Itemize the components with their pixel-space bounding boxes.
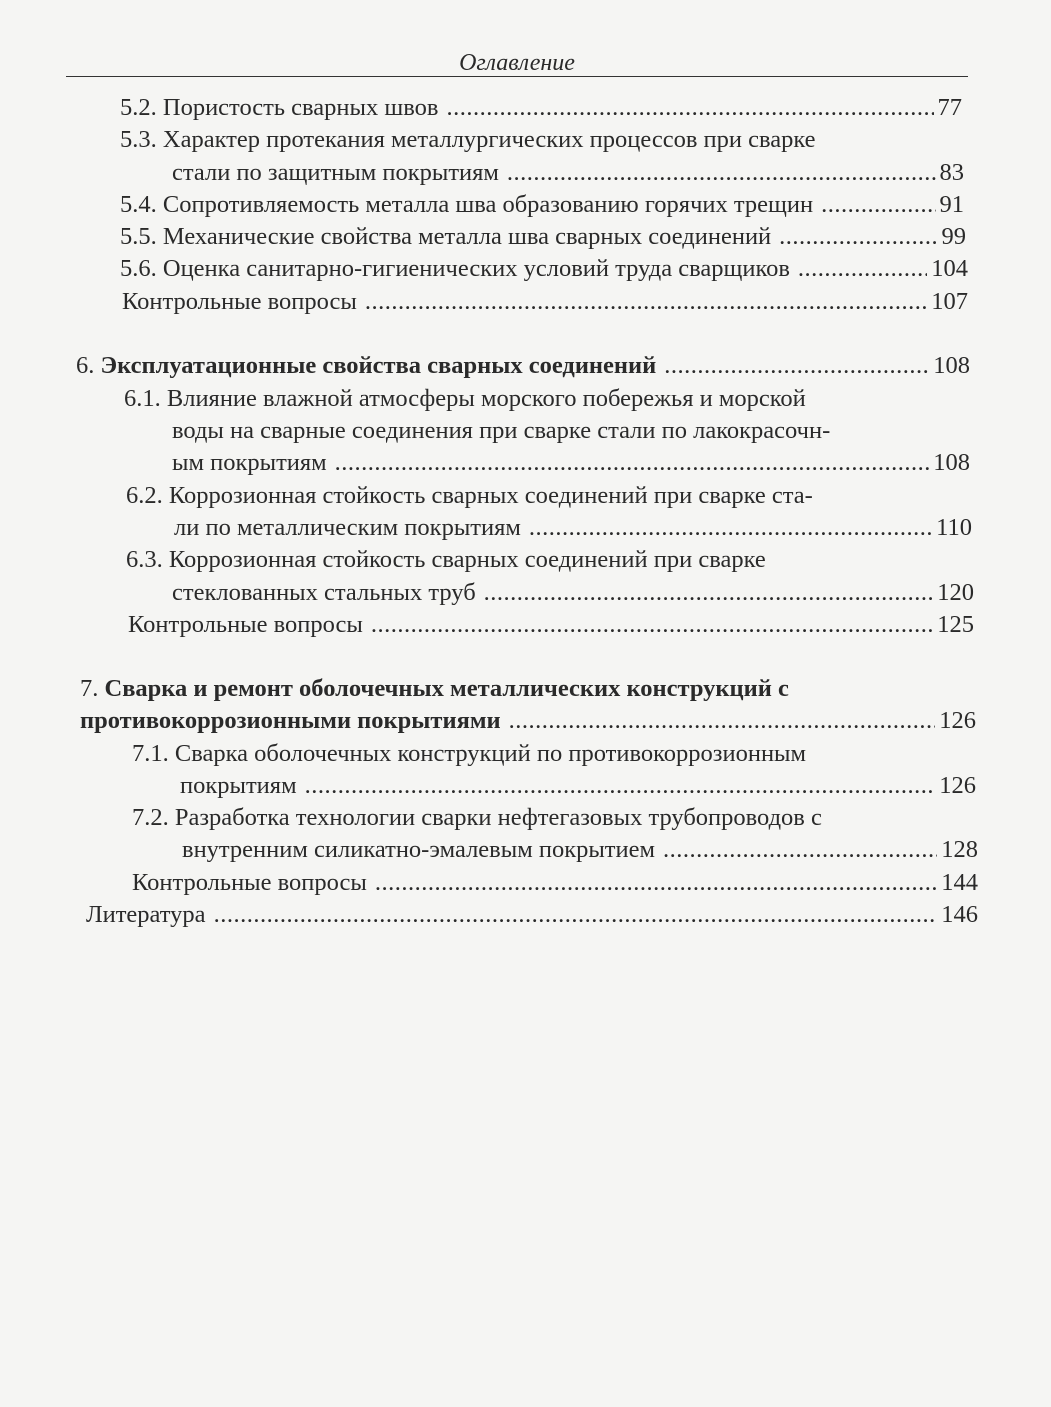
toc-page-number: 91 <box>939 191 964 218</box>
toc-entry-literature[interactable] <box>86 899 978 931</box>
leader-dots <box>507 157 936 189</box>
toc-entry-6-1-line2[interactable]: воды на сварные соединения при сварке стали по лакокрасочн- <box>172 417 831 444</box>
leader-dots <box>821 189 935 221</box>
toc-entry-text: Контрольные вопросы <box>128 611 363 638</box>
leader-dots <box>664 350 929 382</box>
toc-page-number: 128 <box>941 836 978 863</box>
toc-chapter-7-line1[interactable] <box>80 673 789 705</box>
toc-entry-5-3-line1[interactable]: 5.3. Характер протекания металлургических процессов при сварке <box>120 126 816 153</box>
toc-entry-text: покрытиям <box>180 772 297 799</box>
toc-page-number: 108 <box>933 352 970 379</box>
toc-entry-text: Литература <box>86 901 206 928</box>
toc-page-number: 99 <box>941 223 966 250</box>
toc-page-number: 83 <box>939 159 964 186</box>
toc-entry-5-5[interactable] <box>120 221 966 253</box>
running-header: Оглавление <box>459 50 575 76</box>
toc-entry-6-3[interactable] <box>172 577 974 609</box>
toc-entry-7-1[interactable] <box>180 770 976 802</box>
toc-entry-questions-7[interactable] <box>132 867 978 899</box>
leader-dots <box>371 609 933 641</box>
chapter-title: Сварка и ремонт оболочечных металлических конструкций с <box>104 675 789 702</box>
toc-entry-6-2-line1[interactable]: 6.2. Коррозионная стойкость сварных соединений при сварке ста- <box>126 482 813 509</box>
toc-entry-text: 5.6. Оценка санитарно-гигиенических условий труда сварщиков <box>120 255 790 282</box>
toc-entry-text: 5.2. Пористость сварных швов <box>120 94 439 121</box>
toc-chapter-7[interactable] <box>80 705 976 737</box>
toc-entry-questions-5[interactable] <box>122 286 968 318</box>
toc-entry-6-1[interactable] <box>172 447 970 479</box>
toc-page-number: 146 <box>941 901 978 928</box>
toc-page-number: 120 <box>937 579 974 606</box>
toc-page-number: 125 <box>937 611 974 638</box>
toc-entry-text: 5.5. Механические свойства металла шва сварных соединений <box>120 223 772 250</box>
leader-dots <box>365 286 927 318</box>
toc-page-number: 77 <box>937 94 962 121</box>
leader-dots <box>509 705 936 737</box>
toc-entry-6-2[interactable] <box>174 512 972 544</box>
toc-entry-text: внутренним силикатно-эмалевым покрытием <box>182 836 656 863</box>
header-rule <box>66 76 968 77</box>
chapter-title: противокоррозионными покрытиями <box>80 707 501 734</box>
toc-entry-text: стали по защитным покрытиям <box>172 159 499 186</box>
leader-dots <box>446 92 933 124</box>
leader-dots <box>484 577 934 609</box>
leader-dots <box>798 253 927 285</box>
toc-entry-7-2-line1[interactable]: 7.2. Разработка технологии сварки нефтегазовых трубопроводов с <box>132 804 822 831</box>
leader-dots <box>529 512 932 544</box>
toc-entry-6-3-line1[interactable]: 6.3. Коррозионная стойкость сварных соединений при сварке <box>126 546 766 573</box>
toc-entry-5-4[interactable] <box>120 189 964 221</box>
chapter-number: 6. <box>76 352 95 379</box>
toc-entry-7-2[interactable] <box>182 834 978 866</box>
toc-page-number: 107 <box>931 288 968 315</box>
toc-entry-text: ли по металлическим покрытиям <box>174 514 521 541</box>
leader-dots <box>305 770 936 802</box>
leader-dots <box>663 834 937 866</box>
toc-entry-text: 5.4. Сопротивляемость металла шва образованию горячих трещин <box>120 191 814 218</box>
toc-entry-7-1-line1[interactable]: 7.1. Сварка оболочечных конструкций по противокоррозионным <box>132 740 807 767</box>
toc-entry-5-2[interactable] <box>120 92 962 124</box>
toc-entry-5-6[interactable] <box>120 253 968 285</box>
leader-dots <box>375 867 937 899</box>
toc-entry-text: стеклованных стальных труб <box>172 579 476 606</box>
toc-entry-questions-6[interactable] <box>128 609 974 641</box>
chapter-title: Эксплуатационные свойства сварных соединений <box>100 352 657 379</box>
toc-page-number: 126 <box>939 707 976 734</box>
toc-page-number: 144 <box>941 869 978 896</box>
toc-entry-text: Контрольные вопросы <box>132 869 367 896</box>
toc-chapter-6[interactable] <box>76 350 970 382</box>
toc-entry-5-3[interactable] <box>172 157 964 189</box>
toc-page-number: 110 <box>936 514 972 541</box>
chapter-number: 7. <box>80 675 99 702</box>
toc-entry-text: ым покрытиям <box>172 449 327 476</box>
toc-page-number: 126 <box>939 772 976 799</box>
toc-entry-text: Контрольные вопросы <box>122 288 357 315</box>
leader-dots <box>779 221 937 253</box>
leader-dots <box>214 899 938 931</box>
leader-dots <box>335 447 930 479</box>
toc-page-number: 104 <box>931 255 968 282</box>
toc-entry-6-1-line1[interactable]: 6.1. Влияние влажной атмосферы морского побережья и морской <box>124 385 806 412</box>
toc-page-number: 108 <box>933 449 970 476</box>
